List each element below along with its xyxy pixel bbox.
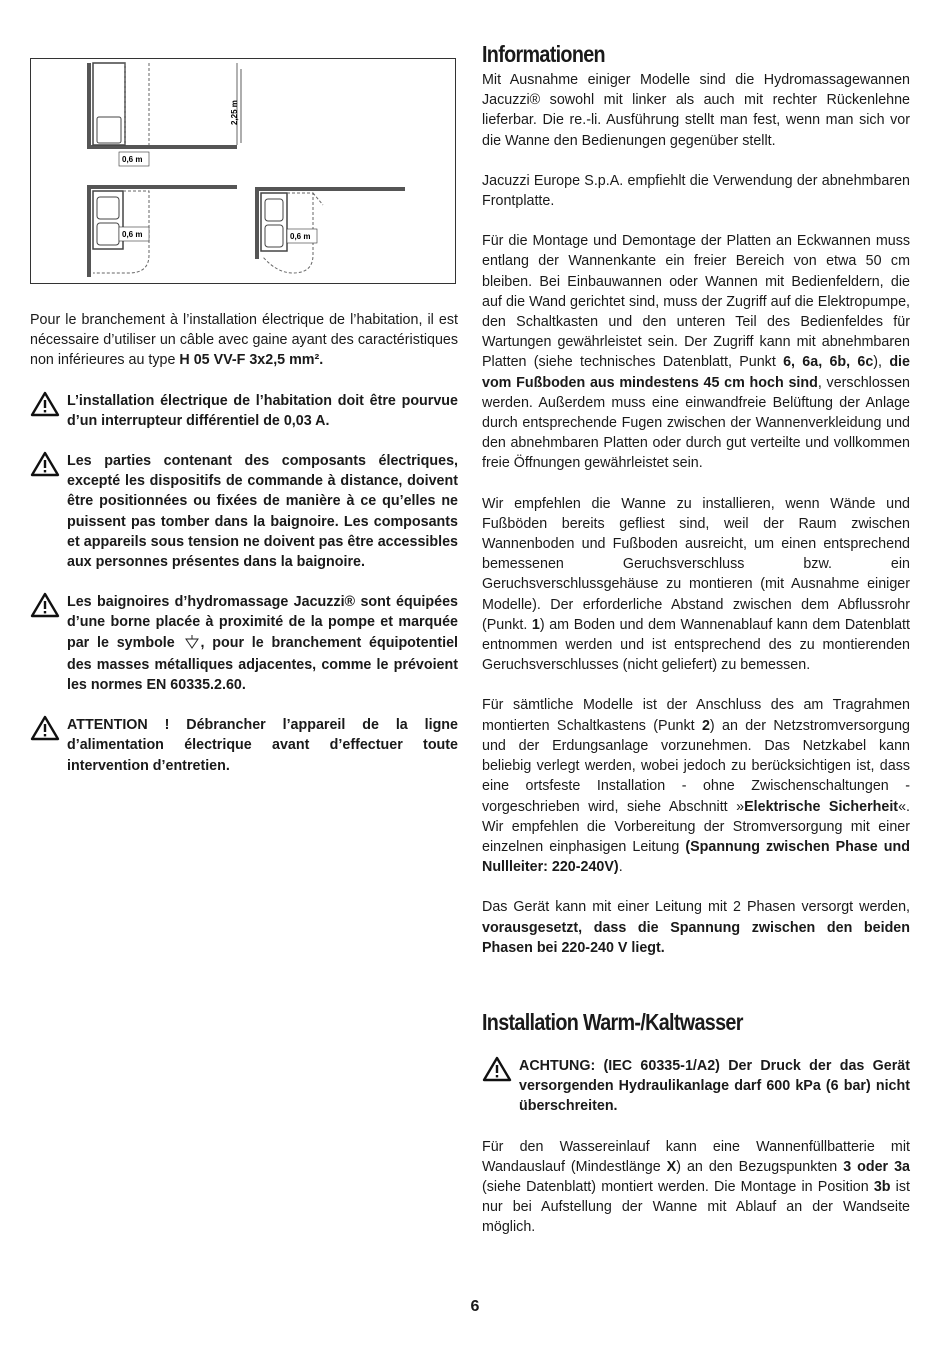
wall-left-top	[87, 63, 91, 147]
text-part-bold: X	[666, 1158, 677, 1175]
dim-height-label: 2,25 m	[230, 100, 239, 125]
installation-diagram	[30, 58, 456, 284]
text-part: Wir empfehlen die Wanne zu installieren, wenn Wände und Fußböden bereits gefliest sind, weil der Raum zwischen Wannenboden und Fußboden ausreicht, um einen entsprechend bemessenen Geruchsverschluss bzw. ein Geruchsverschlussgehäuse zu montieren (mit Ausnahme einiger Modelle). Der erforderliche Abstand zwischen dem Abflussrohr (Punkt.	[482, 495, 910, 633]
warning-text-part: , pour le branchement équipotentiel des masses métalliques adjacentes, comme le prévoient les normes EN 60335.2.60.	[67, 634, 459, 694]
heading-informationen: Informationen	[482, 41, 605, 67]
text-part: .	[618, 859, 623, 876]
warning-triangle-icon	[30, 592, 67, 623]
warning-equipotential	[30, 592, 458, 695]
cable-text: Pour le branchement à l’installation électrique de l’habitation, il est nécessaire d’utiliser un câble avec gaine ayant des caractéristiques non inférieures au type	[30, 312, 458, 369]
text-part: Das Gerät kann mit einer Leitung mit 2 Phasen versorgt werden,	[482, 899, 910, 916]
left-column	[30, 58, 458, 776]
text-part-bold: 3 oder 3a	[843, 1158, 910, 1175]
heading-installation: Installation Warm-/Kaltwasser	[482, 1008, 743, 1035]
dim-width-label-bottom-right: 0,6 m	[290, 232, 311, 241]
info-paragraph-5	[482, 695, 910, 877]
info-paragraph-6	[482, 897, 910, 958]
text-part-bold: die vom Fußboden aus mindestens 45 cm hoch sind	[482, 354, 910, 391]
text-part: (siehe Datenblatt) montiert werden. Die Montage in Position	[482, 1178, 874, 1195]
tub-top	[93, 63, 125, 145]
text-part: ) an den Bezugspunkten	[676, 1158, 844, 1175]
warning-text-part: Les baignoires d’hydromassage Jacuzzi® sont équipées d’une borne placée à proximité de la pompe et marquée par le symbole	[67, 594, 458, 651]
cable-paragraph	[30, 310, 458, 371]
warning-components	[30, 451, 458, 572]
text-part: «. Wir empfehlen die Vorbereitung der Stromversorgung mit einer einzelnen einphasigen Leitung	[482, 798, 910, 855]
clearance-diagram-svg	[31, 59, 457, 285]
warning-triangle-icon	[30, 391, 67, 422]
install-paragraph	[482, 1137, 910, 1238]
text-part-bold: 2	[701, 717, 710, 734]
dim-width-label-bottom-left: 0,6 m	[122, 230, 143, 239]
text-part-bold: (Spannung zwischen Phase und Nullleiter: 220-240V)	[482, 838, 910, 876]
cable-type: H 05 VV-F 3x2,5 mm².	[179, 352, 324, 369]
info-paragraph-2: Jacuzzi Europe S.p.A. empfiehlt die Verwendung der abnehmbaren Frontplatte.	[482, 172, 910, 210]
text-part: ) am Boden und dem Wannenablauf kann dem Datenblatt entnommen werden und ist entsprechend des zu montierenden Geruchsverschlusses (nicht geliefert) zu bemessen.	[482, 616, 910, 674]
text-part: ist nur bei Aufstellung der Wanne mit Ablauf an der Wandseite möglich.	[482, 1178, 910, 1236]
warning-text: L’installation électrique de l’habitation doit être pourvue d’un interrupteur différentiel de 0,03 A.	[67, 392, 458, 429]
warning-text: ATTENTION ! Débrancher l’appareil de la ligne d’alimentation électrique avant d’effectuer toute intervention d’entretien.	[67, 717, 458, 774]
text-part-bold: 1	[531, 616, 540, 633]
text-part-bold: 3b	[873, 1178, 891, 1195]
text-part-bold: Elektrische Sicherheit	[744, 798, 899, 815]
warning-disconnect	[30, 715, 458, 776]
warning-triangle-icon	[482, 1056, 519, 1087]
text-part: , verschlossen werden. Außerdem muss eine einwandfreie Belüftung der Anlage durch entsprechende Fugen zwischen der Wannenverkleidung und den abnehmbaren Platten oder durch gut verteilte und vollkommen freie Öffnungen gewährleistet sein.	[482, 374, 910, 472]
text-part-bold: 6, 6a, 6b, 6c	[783, 354, 874, 371]
warning-pressure	[482, 1056, 910, 1117]
page-number: 6	[470, 1298, 480, 1315]
warning-text: Les parties contenant des composants électriques, excepté les dispositifs de commande à distance, doivent être positionnées ou fixées de manière à ce qu’elles ne puissent pas tomber dans la baignoire. Les composants et appareils sous tension ne doivent pas être accessibles aux personnes présentes dans la baignoire.	[67, 453, 458, 571]
info-paragraph-3	[482, 231, 910, 473]
dim-width-label-top: 0,6 m	[122, 155, 143, 164]
text-part: Für die Montage und Demontage der Platten an Eckwannen muss entlang der Wannenkante ein freier Bereich von etwa 50 cm bleiben. Bei Einbauwannen oder Wannen mit Bedienfeldern, die auf die Wand gerichtet sind, muss der Zugriff auf die Elektropumpe, den Schaltkasten und den unteren Teil des Bedienfeldes für Wartungen gewährleistet sein. Der Zugriff kann mit abnehmbaren Platten (siehe technisches Datenblatt, Punkt	[482, 233, 910, 371]
text-part: ) an der Netzstromversorgung und der Erdungsanlage vorzunehmen. Das Netzkabel kann beliebig verlegt werden, wobei jedoch zu berücksichtigen ist, dass eine ortsfeste Installation - ohne Zwischenschaltungen - vorgeschrieben wird, siehe Abschnitt »	[482, 717, 910, 815]
right-column	[482, 40, 910, 1238]
equipotential-symbol-icon	[185, 635, 199, 655]
warning-triangle-icon	[30, 715, 67, 746]
text-part: ),	[873, 354, 890, 371]
info-paragraph-1: Mit Ausnahme einiger Modelle sind die Hydromassagewannen Jacuzzi® sowohl mit linker als auch mit rechter Rückenlehne lieferbar. Die re.-li. Ausführung stellt man fest, wenn man sich vor die Wanne den Bedienungen gegenüber stellt.	[482, 72, 910, 149]
text-part: Für den Wassereinlauf kann eine Wannenfüllbatterie mit Wandauslauf (Mindestlänge	[482, 1138, 910, 1175]
warning-text	[67, 592, 458, 695]
warning-text: ACHTUNG: (IEC 60335-1/A2) Der Druck der das Gerät versorgenden Hydraulikanlage darf 600 kPa (6 bar) nicht überschreiten.	[519, 1057, 910, 1115]
text-part: Für sämtliche Modelle ist der Anschluss des am Tragrahmen montierten Schaltkastens (Punkt	[482, 697, 910, 734]
text-part-bold: vorausgesetzt, dass die Spannung zwischen den beiden Phasen bei 220-240 V liegt.	[482, 919, 910, 956]
warning-rcd	[30, 391, 458, 431]
info-paragraph-4	[482, 494, 910, 676]
warning-triangle-icon	[30, 451, 67, 482]
